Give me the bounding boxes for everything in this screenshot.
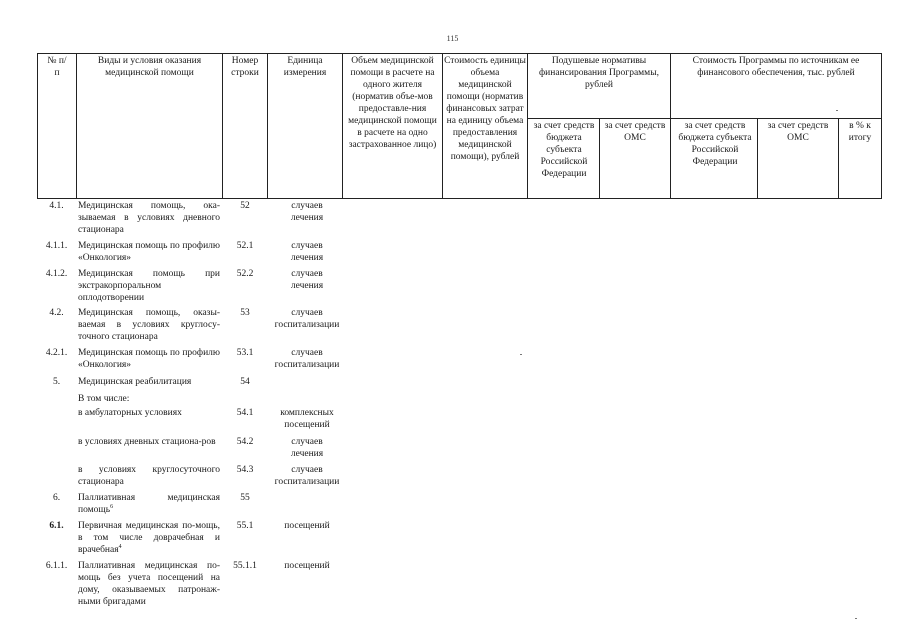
header-bottom-border xyxy=(37,198,882,199)
header-pc-budget: за счет средств бюджета субъекта Российской Федерации xyxy=(533,121,595,179)
row-num: 4.2. xyxy=(49,308,64,318)
row-line: 54.2 xyxy=(236,437,254,447)
row-unit: посещений xyxy=(284,561,330,571)
row-unit: посещений xyxy=(284,521,330,531)
row-num: 4.1.2. xyxy=(45,269,68,279)
header-prog-budget: за счет средств бюджета субъекта Российской Федерации xyxy=(678,121,752,167)
header-col-border xyxy=(527,53,528,199)
row-num: 4.1. xyxy=(49,201,64,211)
row-line: 52.1 xyxy=(236,241,254,251)
row-text: Медицинская помощь при экстракорпоральном оплодотворении xyxy=(78,269,220,303)
row-line: 53 xyxy=(240,308,250,318)
row-line: 55.1 xyxy=(236,521,254,531)
row-num: 6.1.1. xyxy=(45,561,68,571)
row-line: 53.1 xyxy=(236,348,254,358)
row-line: 52.2 xyxy=(236,269,254,279)
row-unit: случаев лечения xyxy=(290,437,324,459)
footnote-mark: 6 xyxy=(110,504,114,510)
header-col-border xyxy=(881,53,882,199)
header-unit: Единица измерения xyxy=(283,56,327,78)
row-text: Паллиативная медицинская по-мощь без учета посещений на дому, оказываемых патронаж-ными бригадами xyxy=(78,561,220,607)
row-text: В том числе: xyxy=(78,394,130,404)
row-text: Медицинская помощь по профилю «Онкология» xyxy=(78,348,220,370)
page-number: 115 xyxy=(446,34,459,43)
scan-speck xyxy=(836,110,838,111)
header-num: № п/п xyxy=(47,56,67,78)
row-line: 54.3 xyxy=(236,465,254,475)
scan-speck xyxy=(855,618,857,619)
header-col-border xyxy=(342,53,343,199)
row-unit: случаев лечения xyxy=(290,269,324,291)
row-text: Медицинская помощь по профилю «Онкология» xyxy=(78,241,220,263)
row-line: 54 xyxy=(240,377,250,387)
row-unit: случаев лечения xyxy=(290,241,324,263)
row-text xyxy=(78,520,220,556)
header-prog-oms: за счет средств ОМС xyxy=(767,121,829,143)
row-num: 6.1. xyxy=(49,521,64,531)
header-col-border xyxy=(267,53,268,199)
row-text: в условиях дневных стациона-ров xyxy=(78,437,216,447)
header-program-cost: Стоимость Программы по источникам ее финансового обеспечения, тыс. рублей xyxy=(692,56,860,78)
row-text xyxy=(78,492,220,516)
row-unit: случаев лечения xyxy=(290,201,324,223)
row-text: Медицинская помощь, оказы-ваемая в условиях круглосу-точного стационара xyxy=(78,308,220,342)
row-num: 4.1.1. xyxy=(45,241,68,251)
row-text: Медицинская реабилитация xyxy=(78,377,192,387)
header-col-border xyxy=(838,118,839,199)
row-line: 55 xyxy=(240,493,250,503)
header-col-border xyxy=(670,53,671,199)
header-col-border xyxy=(757,118,758,199)
row-text: в амбулаторных условиях xyxy=(78,408,182,418)
row-unit: случаев госпитализации xyxy=(274,308,340,330)
header-top-border xyxy=(37,53,882,54)
header-subgroup-border xyxy=(527,118,882,119)
footnote-mark: 4 xyxy=(118,544,122,550)
row-unit: случаев госпитализации xyxy=(274,348,340,370)
row-text: в условиях круглосуточного стационара xyxy=(78,465,220,487)
header-types: Виды и условия оказания медицинской помощи xyxy=(97,56,202,78)
header-col-border xyxy=(76,53,77,199)
row-unit: случаев госпитализации xyxy=(274,465,340,487)
row-line: 52 xyxy=(240,201,250,211)
scan-speck xyxy=(520,354,522,355)
header-cost: Стоимость единицы объема медицинской помощи (норматив финансовых затрат на единицу объема предоставления медицинской помощи), рублей xyxy=(444,56,526,162)
header-prog-pct: в % к итогу xyxy=(848,121,872,143)
row-line: 55.1.1 xyxy=(233,561,257,571)
header-col-border xyxy=(37,53,38,199)
header-col-border xyxy=(442,53,443,199)
row-text-main: Паллиативная медицинская помощь xyxy=(78,493,220,515)
header-pc-oms: за счет средств ОМС xyxy=(604,121,666,143)
header-col-border xyxy=(222,53,223,199)
row-text: Медицинская помощь, ока-зываемая в условиях дневного стационара xyxy=(78,201,220,235)
row-num: 6. xyxy=(52,493,61,503)
header-line-no: Номер строки xyxy=(231,56,259,78)
header-per-capita: Подушевые нормативы финансирования Программы, рублей xyxy=(539,56,659,90)
row-num: 5. xyxy=(52,377,61,387)
header-col-border xyxy=(599,118,600,199)
row-num: 4.2.1. xyxy=(45,348,68,358)
row-unit: комплексных посещений xyxy=(280,408,334,430)
row-text-main: Первичная медицинская по-мощь, в том числе доврачебная и врачебная xyxy=(78,521,220,555)
row-line: 54.1 xyxy=(236,408,254,418)
header-volume: Объем медицинской помощи в расчете на одного жителя (норматив объе-мов предоставле-ния медицинской помощи в расчете на одно застрахованное лицо) xyxy=(348,56,437,150)
